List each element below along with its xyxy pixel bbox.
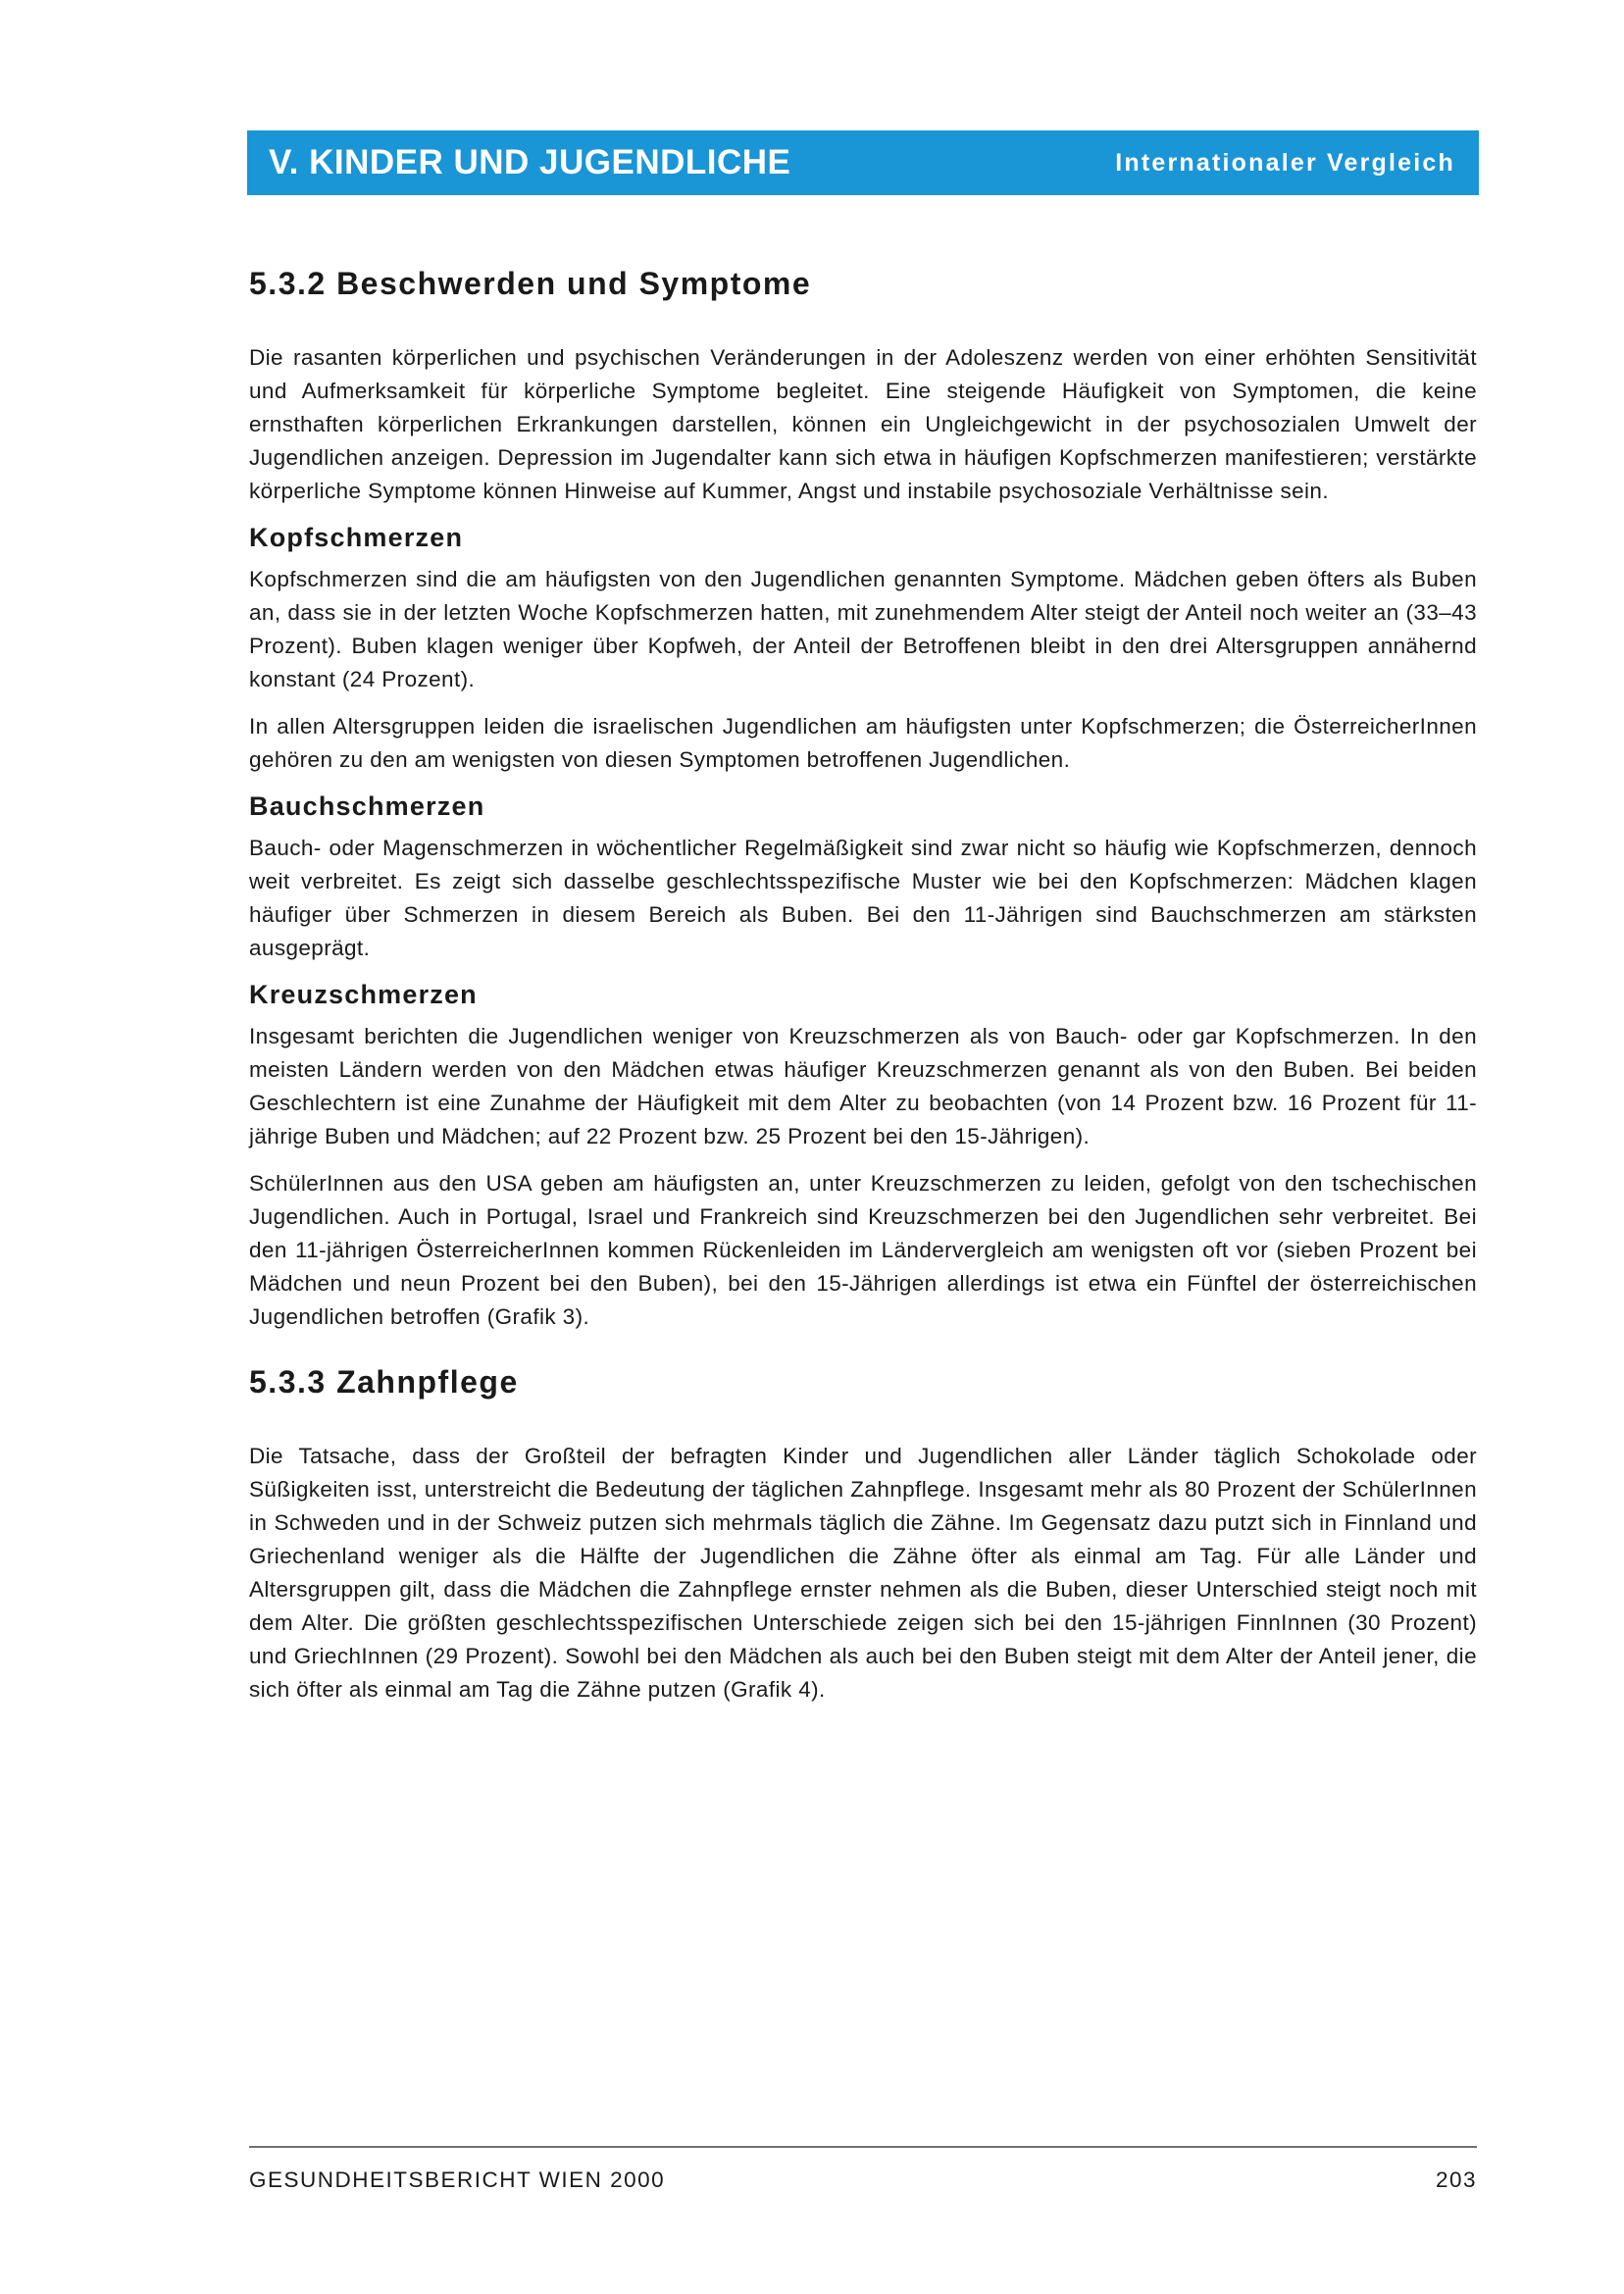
section-heading-533: 5.3.3 Zahnpflege xyxy=(249,1363,519,1400)
page-number: 203 xyxy=(1435,2167,1477,2192)
chapter-title: V. KINDER UND JUGENDLICHE xyxy=(269,143,791,181)
section-heading-532: 5.3.2 Beschwerden und Symptome xyxy=(249,266,812,301)
page-content xyxy=(249,265,1477,1720)
intro-paragraph: Die rasanten körperlichen und psychischen Veränderungen in der Adoleszenz werden von einer erhöhten Sensitivität und Aufmerksamkeit für körperliche Symptome begleitet. Eine steigende Häufigkeit von Symptomen, die keine ernsthaften körperlichen Erkrankungen darstellen, können ein Ungleichgewicht in der psychosozialen Umwelt der Jugendlichen anzeigen. Depression im Jugendalter kann sich etwa in häufigen Kopfschmerzen manifestieren; verstärkte körperliche Symptome können Hinweise auf Kummer, Angst und instabile psychosoziale Verhältnisse sein. xyxy=(249,345,1477,504)
subheading-kopfschmerzen: Kopfschmerzen xyxy=(249,523,464,553)
section-spacer xyxy=(249,1348,1477,1363)
paragraph: Bauch- oder Magenschmerzen in wöchentlicher Regelmäßigkeit sind zwar nicht so häufig wie Kopfschmerzen, dennoch weit verbreitet. Es zeigt sich dasselbe geschlechtsspezifische Muster wie bei den Kopfschmerzen: Mädchen klagen häufiger über Schmerzen in diesem Bereich als Buben. Bei den 11-Jährigen sind Bauchschmerzen am stärksten ausgeprägt. xyxy=(249,835,1477,960)
subheading-bauchschmerzen: Bauchschmerzen xyxy=(249,791,485,822)
chapter-subtitle: Internationaler Vergleich xyxy=(1115,148,1455,177)
subheading-kreuzschmerzen: Kreuzschmerzen xyxy=(249,979,478,1009)
footer-publication: GESUNDHEITSBERICHT WIEN 2000 xyxy=(249,2167,666,2192)
paragraph: Insgesamt berichten die Jugendlichen weniger von Kreuzschmerzen als von Bauch- oder gar Kopfschmerzen. In den meisten Ländern werden von den Mädchen etwas häufiger Kreuzschmerzen genannt als von den Buben. Bei beiden Geschlechtern ist eine Zunahme der Häufigkeit mit dem Alter zu beobachten (von 14 Prozent bzw. 16 Prozent für 11-jährige Buben und Mädchen; auf 22 Prozent bzw. 25 Prozent bei den 15-Jährigen). xyxy=(249,1023,1477,1148)
paragraph: Kopfschmerzen sind die am häufigsten von den Jugendlichen genannten Symptome. Mädchen geben öfters als Buben an, dass sie in der letzten Woche Kopfschmerzen hatten, mit zunehmendem Alter steigt der Anteil noch weiter an (33–43 Prozent). Buben klagen weniger über Kopfweh, der Anteil der Betroffenen bleibt in den drei Altersgruppen annähernd konstant (24 Prozent). xyxy=(249,567,1477,692)
chapter-header-bar xyxy=(247,130,1479,195)
paragraph: Die Tatsache, dass der Großteil der befragten Kinder und Jugendlichen aller Länder täglich Schokolade oder Süßigkeiten isst, unterstreicht die Bedeutung der täglichen Zahnpflege. Insgesamt mehr als 80 Prozent der SchülerInnen in Schweden und in der Schweiz putzen sich mehrmals täglich die Zähne. Im Gegensatz dazu putzt sich in Finnland und Griechenland weniger als die Hälfte der Jugendlichen die Zähne öfter als einmal am Tag. Für alle Länder und Altersgruppen gilt, dass die Mädchen die Zahnpflege ernster nehmen als die Buben, dieser Unterschied steigt noch mit dem Alter. Die größten geschlechtsspezifischen Unterschiede zeigen sich bei den 15-jährigen FinnInnen (30 Prozent) und GriechInnen (29 Prozent). Sowohl bei den Mädchen als auch bei den Buben steigt mit dem Alter der Anteil jener, die sich öfter als einmal am Tag die Zähne putzen (Grafik 4). xyxy=(249,1444,1477,1703)
paragraph: SchülerInnen aus den USA geben am häufigsten an, unter Kreuzschmerzen zu leiden, gefolgt von den tschechischen Jugendlichen. Auch in Portugal, Israel und Frankreich sind Kreuzschmerzen bei den Jugendlichen sehr verbreitet. Bei den 11-jährigen ÖsterreicherInnen kommen Rückenleiden im Ländervergleich am wenigsten oft vor (sieben Prozent bei Mädchen und neun Prozent bei den Buben), bei den 15-Jährigen allerdings ist etwa ein Fünftel der österreichischen Jugendlichen betroffen (Grafik 3). xyxy=(249,1170,1477,1329)
paragraph: In allen Altersgruppen leiden die israelischen Jugendlichen am häufigsten unter Kopfschmerzen; die ÖsterreicherInnen gehören zu den am wenigsten von diesen Symptomen betroffenen Jugendlichen. xyxy=(249,714,1477,773)
footer-divider xyxy=(249,2146,1477,2148)
